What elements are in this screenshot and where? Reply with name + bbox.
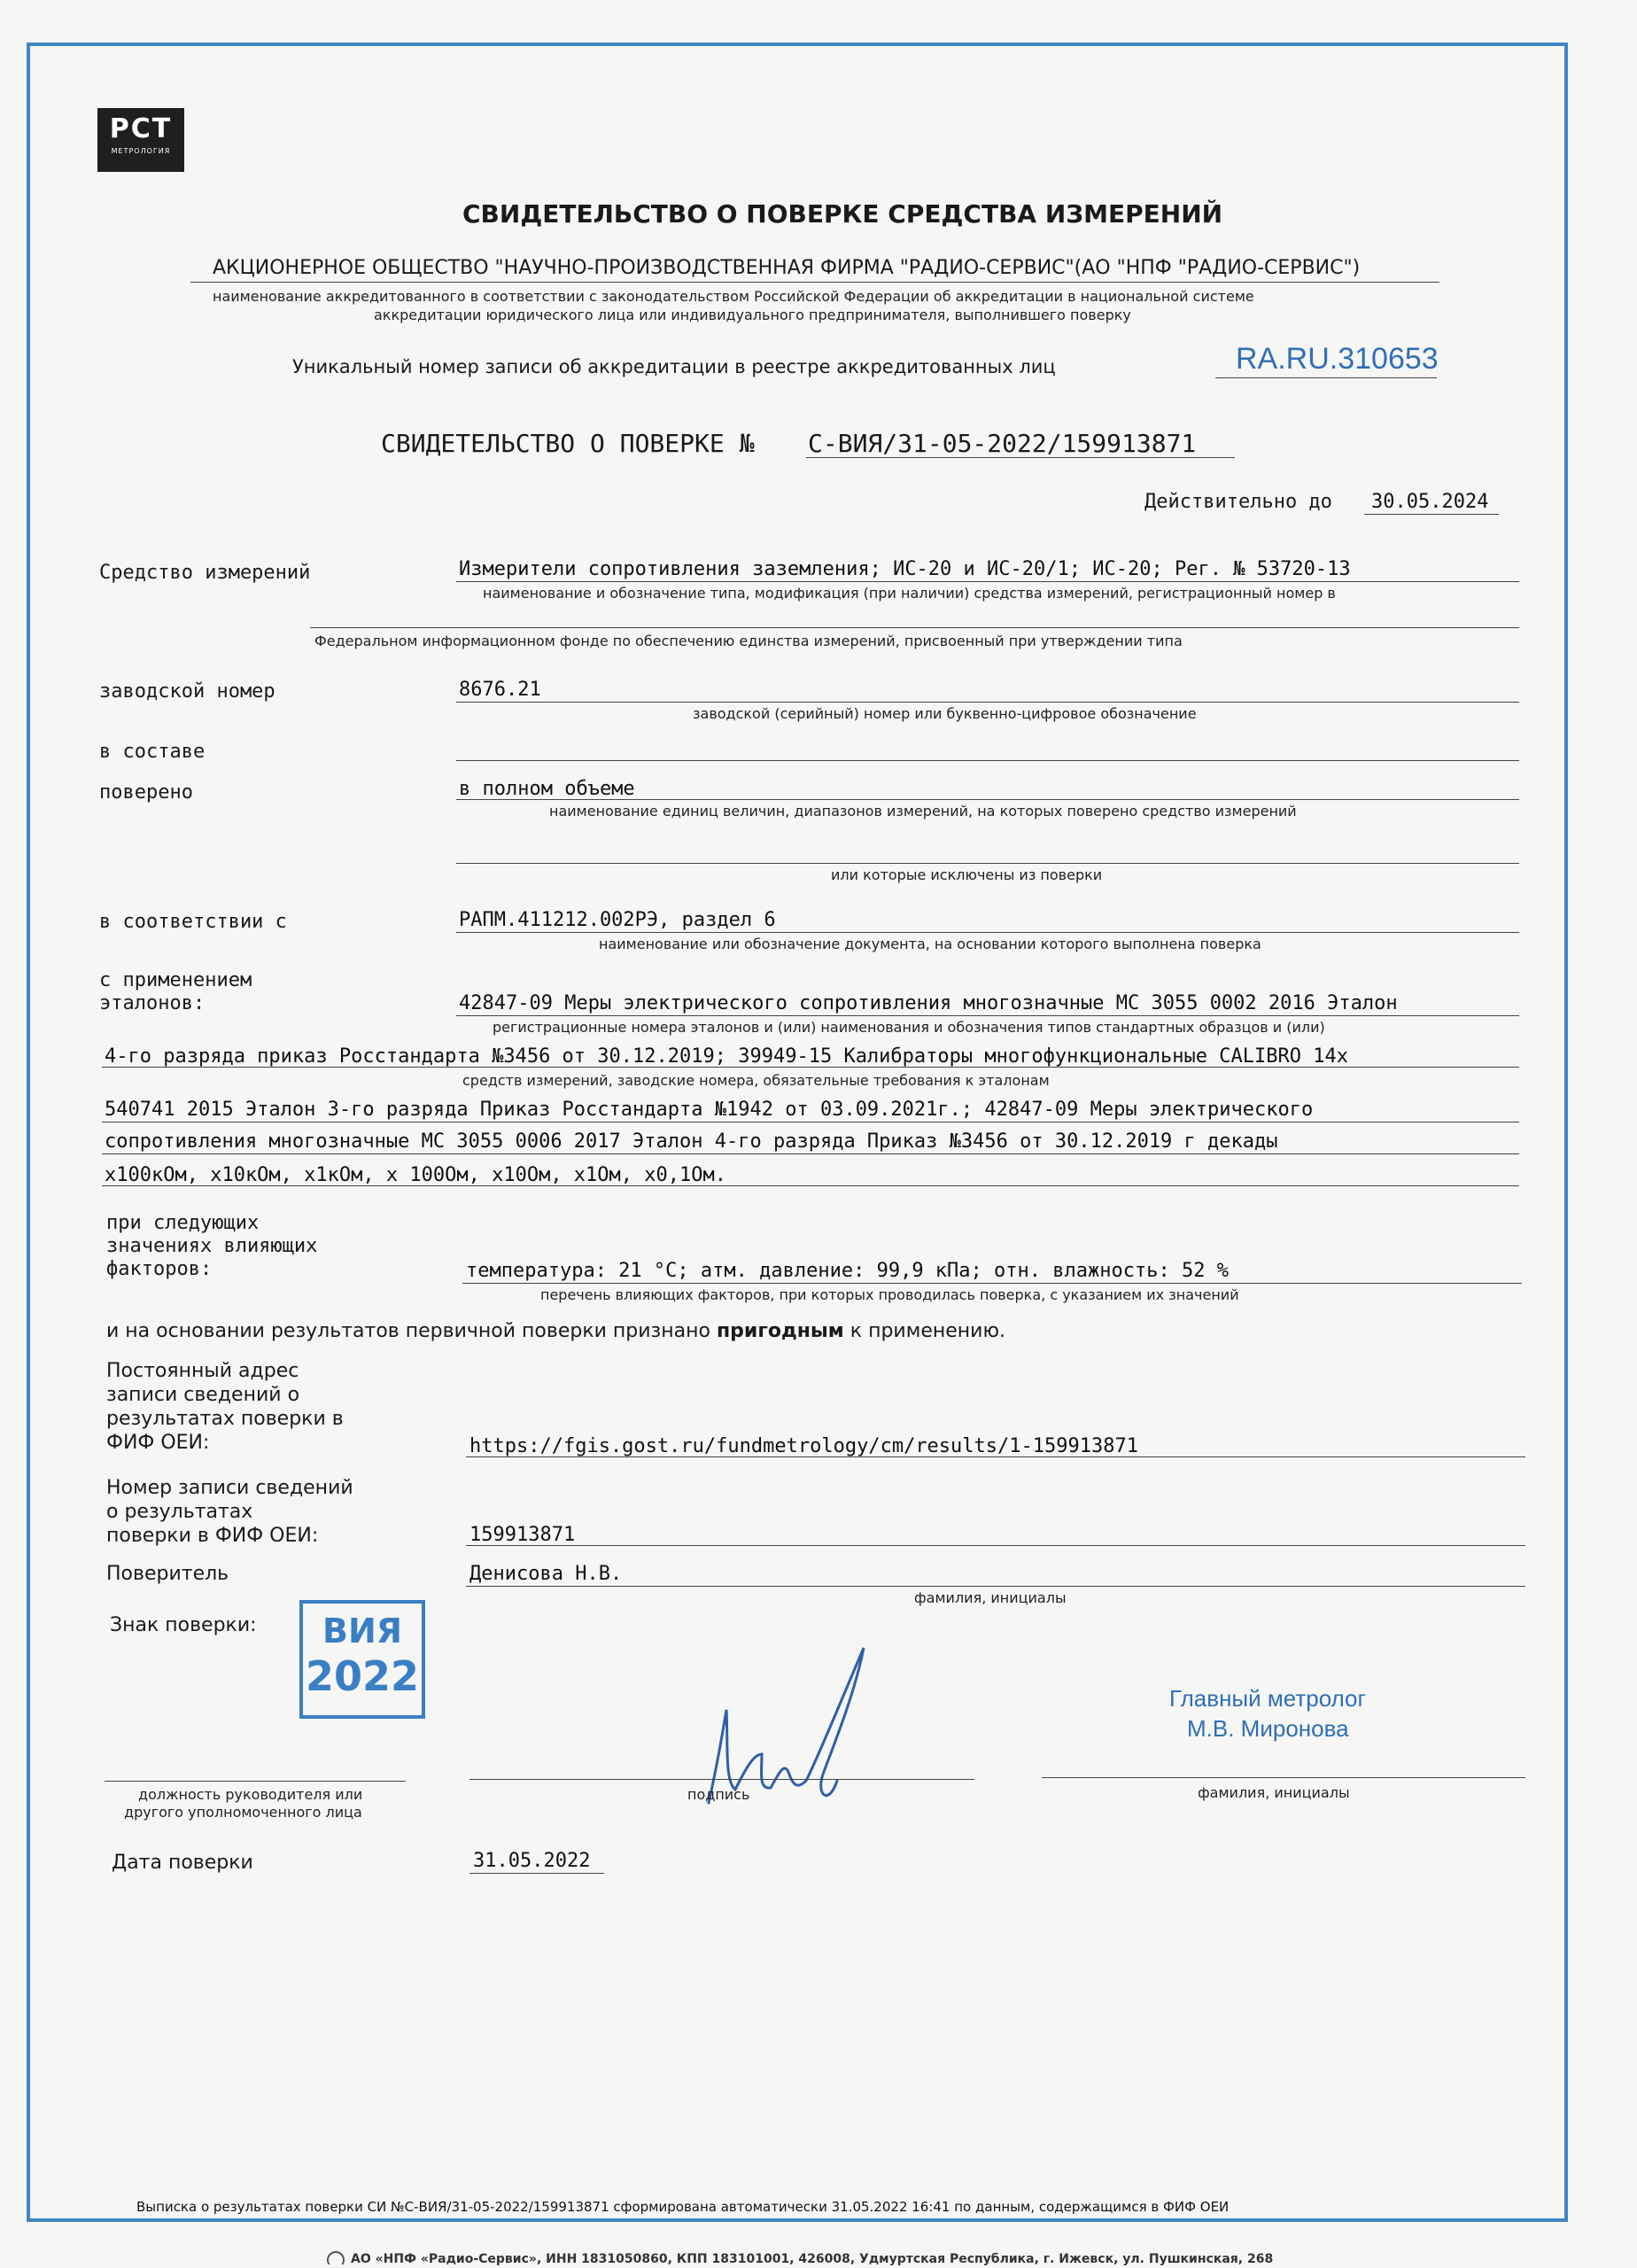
- standards-label-2: эталонов:: [99, 992, 206, 1014]
- instrument-hint-2: Федеральном информационном фонде по обеспечению единства измерений, присвоенный при утверждении типа: [314, 633, 1183, 649]
- factors-underline: [462, 1283, 1522, 1284]
- position-hint-2: другого уполномоченного лица: [124, 1804, 362, 1821]
- standards-line-1: 42847-09 Меры электрического сопротивления многозначные МС 3055 0002 2016 Эталон: [459, 992, 1398, 1014]
- record-label-1: Номер записи сведений: [106, 1477, 353, 1499]
- address-link[interactable]: https://fgis.gost.ru/fundmetrology/cm/results/1-159913871: [469, 1435, 1138, 1457]
- verified-underline-2: [456, 863, 1519, 864]
- registry-value: RA.RU.310653: [1236, 342, 1439, 376]
- position-stamp-2: М.В. Миронова: [1187, 1715, 1349, 1742]
- address-label-1: Постоянный адрес: [106, 1360, 299, 1382]
- position-stamp-1: Главный метролог: [1169, 1685, 1366, 1712]
- accordance-hint: наименование или обозначение документа, на основании которого выполнена поверка: [599, 936, 1261, 952]
- record-underline: [466, 1545, 1525, 1546]
- organization-hint-2: аккредитации юридического лица или индивидуального предпринимателя, выполнившего поверку: [374, 307, 1131, 323]
- name-hint: фамилия, инициалы: [1198, 1784, 1350, 1801]
- instrument-underline: [456, 581, 1519, 582]
- valid-label: Действительно до: [1144, 491, 1332, 513]
- factors-value: температура: 21 °С; атм. давление: 99,9 кПа; отн. влажность: 52 %: [466, 1260, 1229, 1282]
- verified-label: поверено: [99, 781, 193, 804]
- registry-label: Уникальный номер записи об аккредитации в реестре аккредитованных лиц: [292, 356, 1056, 377]
- rst-logo: [97, 108, 184, 172]
- organization-name: АКЦИОНЕРНОЕ ОБЩЕСТВО "НАУЧНО-ПРОИЗВОДСТВЕННАЯ ФИРМА "РАДИО-СЕРВИС"(АО "НПФ "РАДИО-СЕРВИС"): [213, 257, 1361, 279]
- serial-underline: [456, 702, 1519, 703]
- instrument-label: Средство измерений: [99, 562, 311, 584]
- standards-underline-1: [456, 1015, 1519, 1016]
- instrument-value: Измерители сопротивления заземления; ИС-20 и ИС-20/1; ИС-20; Рег. № 53720-13: [459, 558, 1351, 580]
- factors-hint: перечень влияющих факторов, при которых проводилась поверка, с указанием их значений: [540, 1286, 1239, 1303]
- date-value: 31.05.2022: [473, 1850, 591, 1872]
- standards-line-4: сопротивления многозначные МС 3055 0006 2017 Эталон 4-го разряда Приказ №3456 от 30.12.2019 г декады: [105, 1130, 1278, 1153]
- accordance-underline: [456, 932, 1519, 933]
- record-label-2: о результатах: [106, 1501, 253, 1523]
- standards-hint-1: регистрационные номера эталонов и (или) наименования и обозначения типов стандартных образцов и (или): [493, 1019, 1325, 1036]
- position-hint-1: должность руководителя или: [138, 1786, 363, 1803]
- valid-until: 30.05.2024: [1371, 491, 1489, 513]
- registry-underline: [1215, 377, 1437, 378]
- verified-value: в полном объеме: [459, 778, 635, 800]
- name-underline: [1042, 1777, 1525, 1778]
- result-verdict: пригодным: [716, 1320, 844, 1342]
- date-underline: [469, 1873, 604, 1874]
- standards-line-3: 540741 2015 Эталон 3-го разряда Приказ Росстандарта №1942 от 03.09.2021г.; 42847-09 Меры электрического: [105, 1099, 1314, 1121]
- standards-line-2: 4-го разряда приказ Росстандарта №3456 от 30.12.2019; 39949-15 Калибраторы многофункциональные CALIBRO 14х: [105, 1045, 1348, 1068]
- standards-underline-4: [102, 1153, 1519, 1154]
- composition-underline: [456, 760, 1519, 761]
- standards-label-1: с применением: [99, 969, 252, 991]
- date-label: Дата поверки: [112, 1852, 253, 1874]
- certificate-label: СВИДЕТЕЛЬСТВО О ПОВЕРКЕ №: [381, 429, 755, 458]
- instrument-underline-2: [310, 627, 1519, 628]
- organization-underline: [190, 282, 1439, 283]
- verifier-value: Денисова Н.В.: [469, 1563, 623, 1585]
- instrument-hint-1: наименование и обозначение типа, модификация (при наличии) средства измерений, регистрационный номер в: [483, 585, 1336, 602]
- standards-underline-5: [102, 1185, 1519, 1186]
- standards-underline-2: [102, 1067, 1519, 1068]
- serial-label: заводской номер: [99, 680, 275, 703]
- standards-hint-2: средств измерений, заводские номера, обязательные требования к эталонам: [462, 1072, 1050, 1089]
- verified-hint-2: или которые исключены из поверки: [831, 866, 1103, 883]
- record-label: [106, 1476, 353, 1548]
- serial-hint: заводской (серийный) номер или буквенно-цифровое обозначение: [693, 705, 1197, 722]
- address-label-3: результатах поверки в: [106, 1408, 344, 1430]
- factors-label-1: при следующих: [106, 1212, 260, 1234]
- address-label-4: ФИФ ОЕИ:: [106, 1432, 210, 1454]
- mark-label: Знак поверки:: [110, 1614, 257, 1636]
- signature-hint: подпись: [687, 1786, 750, 1803]
- result-prefix: и на основании результатов первичной поверки признано: [106, 1320, 710, 1342]
- organization-hint-1: наименование аккредитованного в соответствии с законодательством Российской Федерации об аккредитации в национальной системе: [213, 288, 1254, 305]
- result-suffix: к применению.: [850, 1320, 1005, 1342]
- document-title: СВИДЕТЕЛЬСТВО О ПОВЕРКЕ СРЕДСТВА ИЗМЕРЕНИЙ: [462, 199, 1223, 229]
- accordance-value: РАПМ.411212.002РЭ, раздел 6: [459, 909, 776, 931]
- factors-label-3: факторов:: [106, 1258, 213, 1280]
- certificate-number: С-ВИЯ/31-05-2022/159913871: [808, 429, 1197, 458]
- accordance-label: в соответствии с: [99, 911, 287, 933]
- company-logo-icon: [326, 2250, 345, 2264]
- factors-label-2: значениях влияющих: [106, 1235, 318, 1257]
- composition-label: в составе: [99, 741, 206, 763]
- verifier-underline: [466, 1586, 1525, 1587]
- verified-hint-1: наименование единиц величин, диапазонов измерений, на которых поверено средство измерений: [549, 803, 1297, 819]
- signature-underline: [469, 1779, 974, 1780]
- serial-value: 8676.21: [459, 679, 541, 701]
- verifier-hint: фамилия, инициалы: [914, 1589, 1067, 1606]
- address-label-2: записи сведений о: [106, 1384, 300, 1406]
- company-footer: АО «НПФ «Радио-Сервис», ИНН 1831050860, КПП 183101001, 426008, Удмуртская Республика, г. Ижевск, ул. Пушкинская, 268: [351, 2252, 1274, 2266]
- certificate-underline: [806, 457, 1235, 458]
- standards-line-5: х100кОм, х10кОм, х1кОм, х 100Ом, х10Ом, х1Ом, х0,1Ом.: [105, 1164, 726, 1186]
- mark-line-1: ВИЯ: [322, 1612, 403, 1651]
- record-label-3: поверки в ФИФ ОЕИ:: [106, 1525, 319, 1547]
- mark-line-2: 2022: [305, 1652, 420, 1700]
- verified-underline: [456, 799, 1519, 800]
- logo-sub-text: МЕТРОЛОГИЯ: [111, 147, 171, 155]
- position-underline: [105, 1781, 406, 1782]
- record-value: 159913871: [469, 1524, 576, 1546]
- verification-mark-stamp: [299, 1600, 425, 1719]
- verifier-label: Поверитель: [106, 1563, 229, 1585]
- result-statement: [106, 1320, 1005, 1342]
- valid-underline: [1364, 514, 1499, 515]
- extract-note: Выписка о результатах поверки СИ №С-ВИЯ/31-05-2022/159913871 сформирована автоматически 31.05.2022 16:41 по данным, содержащимся в ФИФ ОЕИ: [136, 2199, 1230, 2215]
- address-label: [106, 1359, 344, 1455]
- logo-main-text: РСТ: [109, 113, 173, 144]
- address-underline: [466, 1456, 1525, 1457]
